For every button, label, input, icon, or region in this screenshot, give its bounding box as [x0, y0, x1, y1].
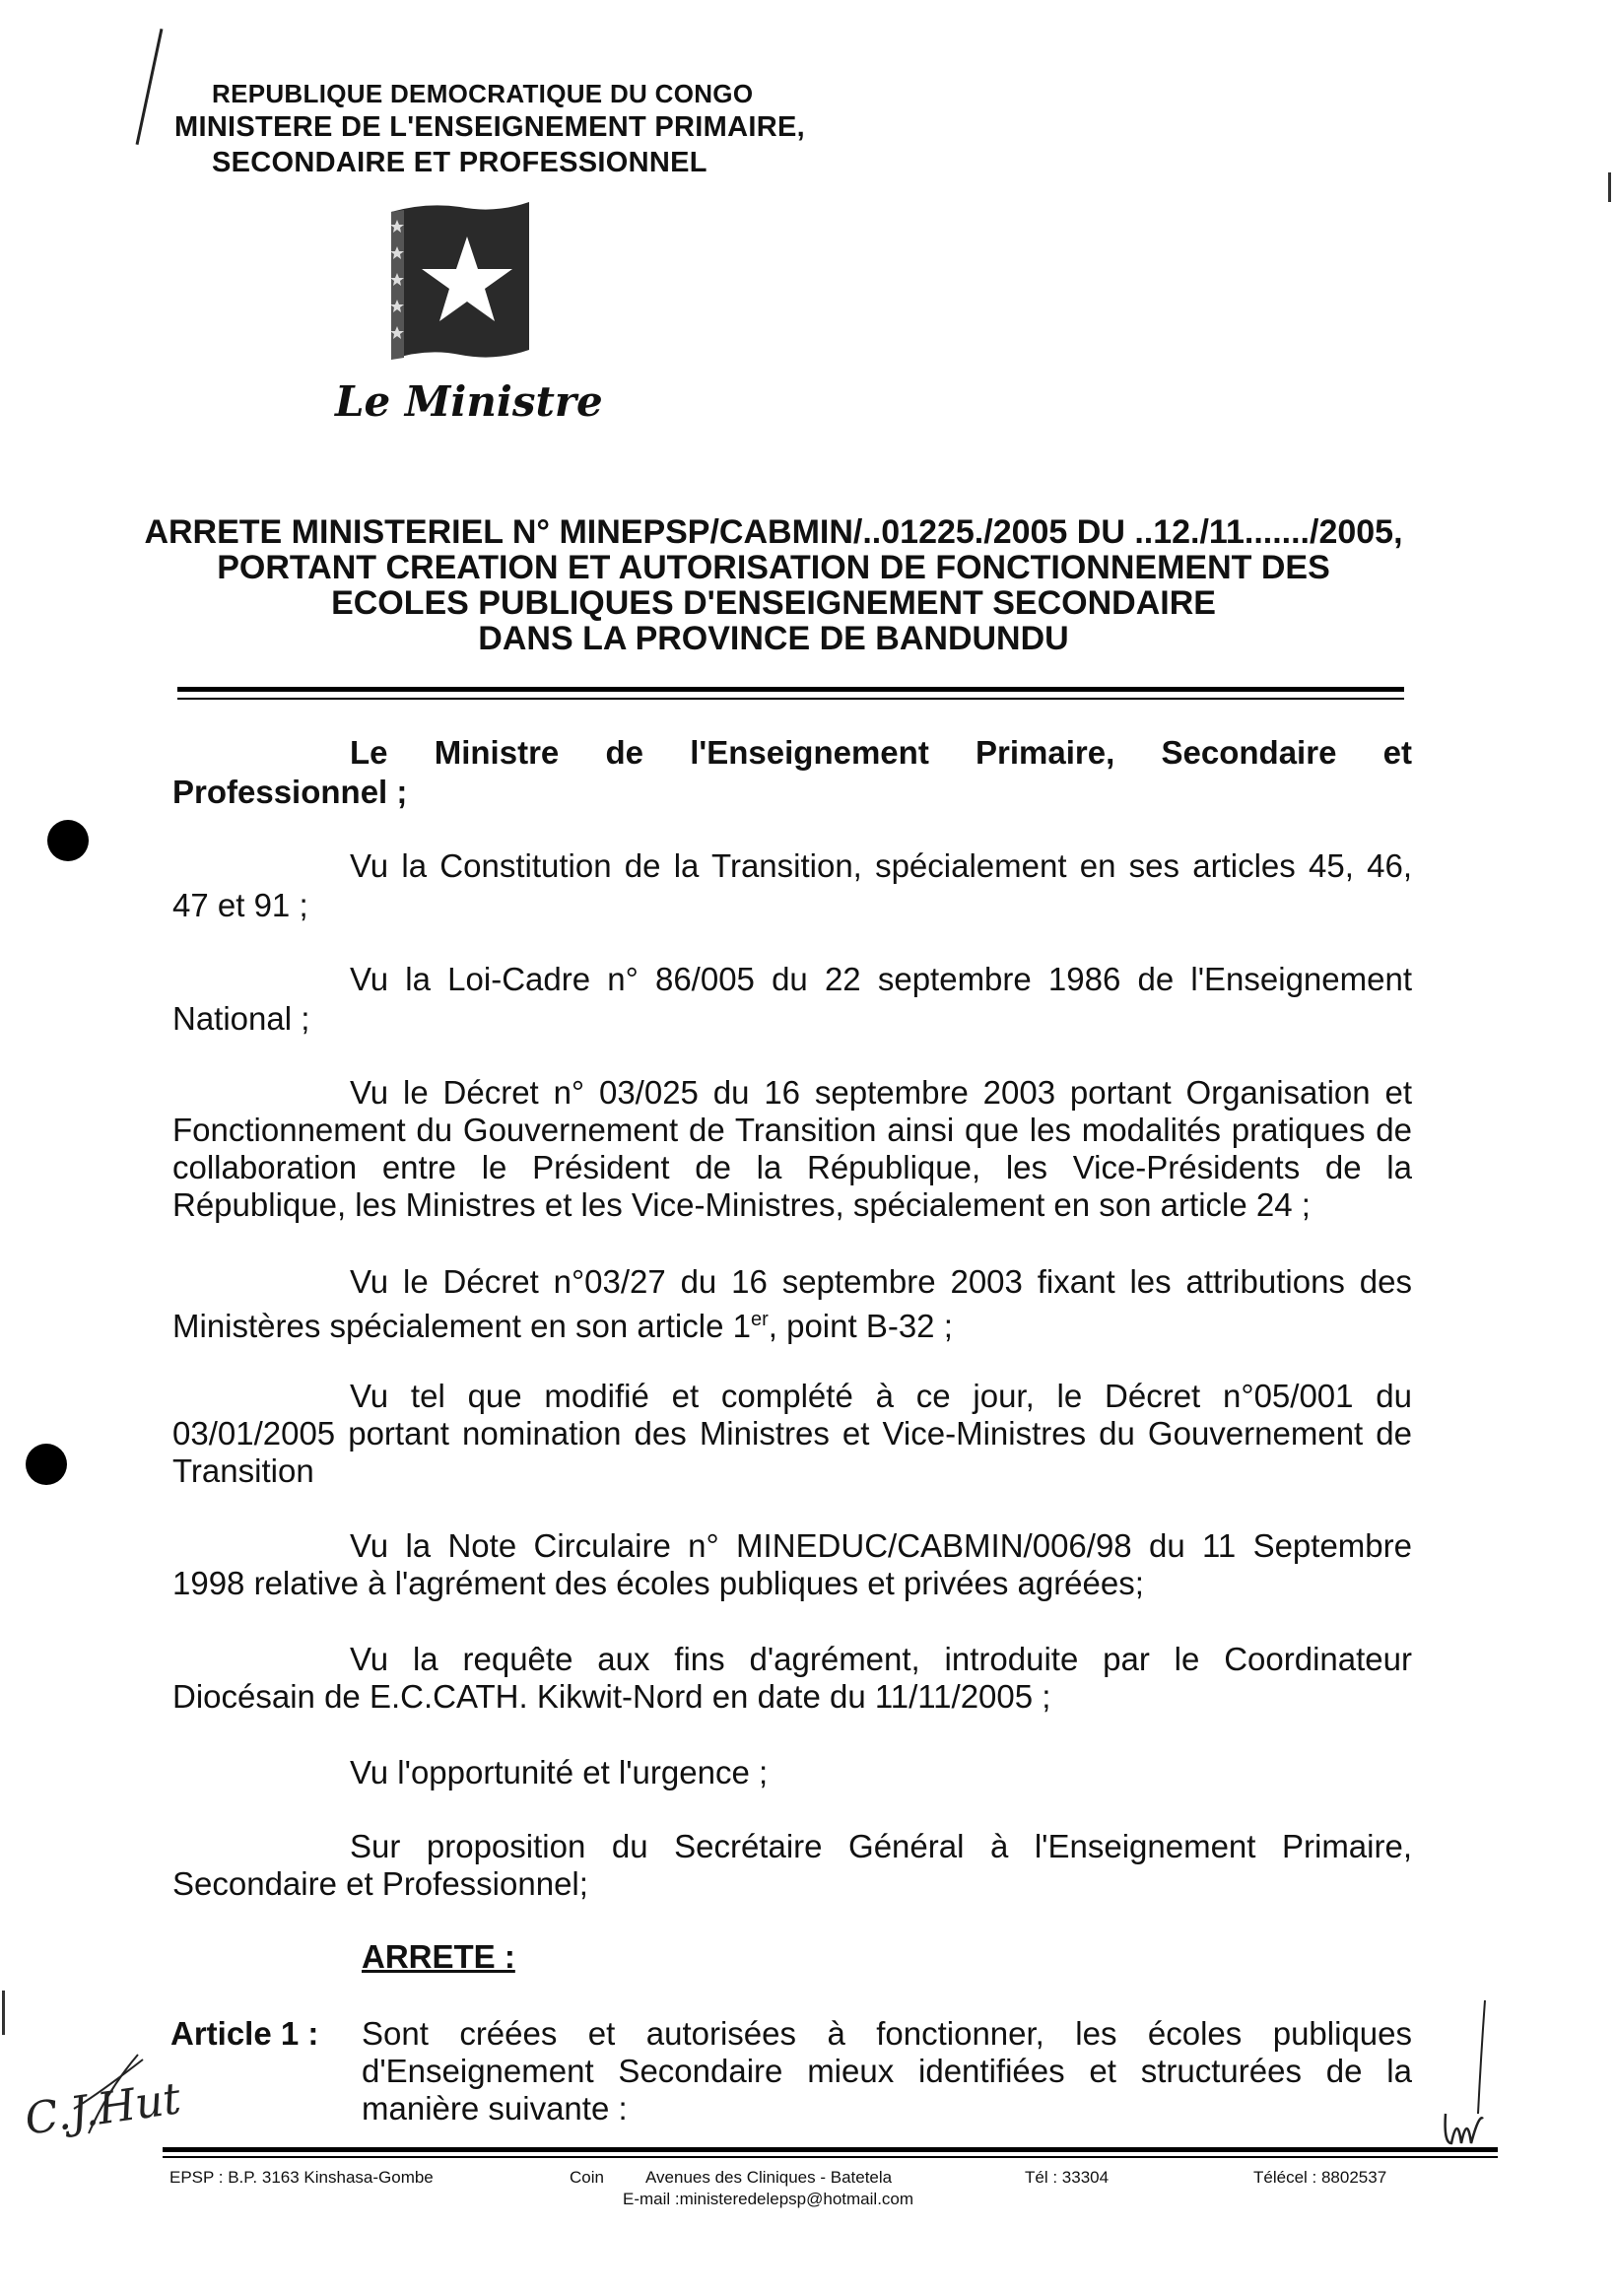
article-1-label: Article 1 :: [170, 2015, 319, 2052]
vu-decret-attributions-text: Vu le Décret n°03/27 du 16 septembre 2003 fixant les attributions des Ministères spécialement en son article 1: [172, 1263, 1412, 1344]
minister-line1: Le Ministre de l'Enseignement Primaire, Secondaire et: [350, 734, 1412, 771]
vu-decret-attributions: [172, 1263, 1412, 1345]
sur-proposition: [172, 1828, 1412, 1903]
signature-stroke-left: [69, 2050, 158, 2143]
footer-rule-thin: [163, 2156, 1498, 2158]
vu-decret-organisation-text: Vu le Décret n° 03/025 du 16 septembre 2003 portant Organisation et Fonctionnement du Gouvernement de Transition ainsi que les modalités pratiques de collaboration entre le Président de la République, les Vice-Présidents de la République, les Ministres et les Vice-Ministres, spécialement en son article 24 ;: [172, 1074, 1412, 1223]
flag-emblem: [386, 192, 534, 370]
vu-constitution-line2: 47 et 91 ;: [172, 887, 308, 923]
vu-loi-cadre-line1: Vu la Loi-Cadre n° 86/005 du 22 septembre 1986 de l'Enseignement: [350, 961, 1412, 997]
decree-title-line2: PORTANT CREATION ET AUTORISATION DE FONCTIONNEMENT DES: [217, 549, 1330, 586]
title-rule-thin: [177, 698, 1404, 700]
article-1-text: Sont créées et autorisées à fonctionner, les écoles publiques d'Enseignement Secondaire mieux identifiées et structurées de la manière suivante :: [362, 2015, 1412, 2127]
vu-decret-attributions-sup: er: [750, 1309, 769, 1330]
arrete-heading: ARRETE :: [362, 1938, 515, 1975]
vu-constitution-line1: Vu la Constitution de la Transition, spécialement en ses articles 45, 46,: [350, 847, 1412, 884]
footer-address: EPSP : B.P. 3163 Kinshasa-Gombe: [169, 2168, 434, 2187]
footer-telecel: Télécel : 8802537: [1253, 2168, 1387, 2187]
decree-title-line4: DANS LA PROVINCE DE BANDUNDU: [478, 620, 1069, 657]
vu-note-circulaire: [172, 1527, 1412, 1602]
decree-title-line1: ARRETE MINISTERIEL N° MINEPSP/CABMIN/..01225./2005 DU ..12./11......./2005,: [144, 513, 1403, 551]
scan-mark-top-left: [136, 29, 164, 145]
vu-decret-nomination: [172, 1378, 1412, 1490]
handwritten-initials-text: C.J.Hut: [22, 2073, 184, 2145]
vu-opportunite-text: Vu l'opportunité et l'urgence ;: [350, 1754, 769, 1790]
footer-email: E-mail :ministeredelepsp@hotmail.com: [623, 2190, 914, 2208]
scan-mark-left-edge: [2, 1991, 5, 2035]
vu-requete-text: Vu la requête aux fins d'agrément, introduite par le Coordinateur Diocésain de E.C.CATH. Kikwit-Nord en date du 11/11/2005 ;: [172, 1641, 1412, 1715]
vu-loi-cadre-line2: National ;: [172, 1000, 310, 1037]
vu-decret-nomination-text: Vu tel que modifié et complété à ce jour, le Décret n°05/001 du 03/01/2005 portant nomination des Ministres et Vice-Ministres du Gouvernement de Transition: [172, 1378, 1412, 1489]
vu-note-circulaire-text: Vu la Note Circulaire n° MINEDUC/CABMIN/006/98 du 11 Septembre 1998 relative à l'agrément des écoles publiques et privées agréées;: [172, 1527, 1412, 1601]
footer-avenues: Avenues des Cliniques - Batetela: [645, 2168, 893, 2187]
scan-mark-right-edge: [1608, 172, 1611, 202]
footer-coin: Coin: [570, 2168, 604, 2187]
footer-rule-thick: [163, 2147, 1498, 2152]
sur-proposition-text: Sur proposition du Secrétaire Général à l'Enseignement Primaire, Secondaire et Professionnel;: [172, 1828, 1412, 1902]
vu-decret-organisation: [172, 1074, 1412, 1224]
decree-title-line3: ECOLES PUBLIQUES D'ENSEIGNEMENT SECONDAIRE: [331, 584, 1216, 622]
punch-hole-bottom: [26, 1444, 67, 1485]
header-ministry-line2: SECONDAIRE ET PROFESSIONNEL: [212, 147, 707, 178]
title-rule-thick: [177, 687, 1404, 692]
vu-opportunite: [172, 1754, 1412, 1791]
vu-requete: [172, 1641, 1412, 1716]
footer-tel: Tél : 33304: [1025, 2168, 1110, 2187]
minister-line2: Professionnel ;: [172, 774, 408, 810]
vu-decret-attributions-end: , point B-32 ;: [768, 1308, 953, 1344]
header-republic: REPUBLIQUE DEMOCRATIQUE DU CONGO: [212, 79, 754, 108]
minister-label: Le Ministre: [335, 377, 603, 426]
signature-right: [1434, 1995, 1493, 2158]
header-ministry-line1: MINISTERE DE L'ENSEIGNEMENT PRIMAIRE,: [174, 111, 805, 143]
punch-hole-top: [47, 820, 89, 861]
